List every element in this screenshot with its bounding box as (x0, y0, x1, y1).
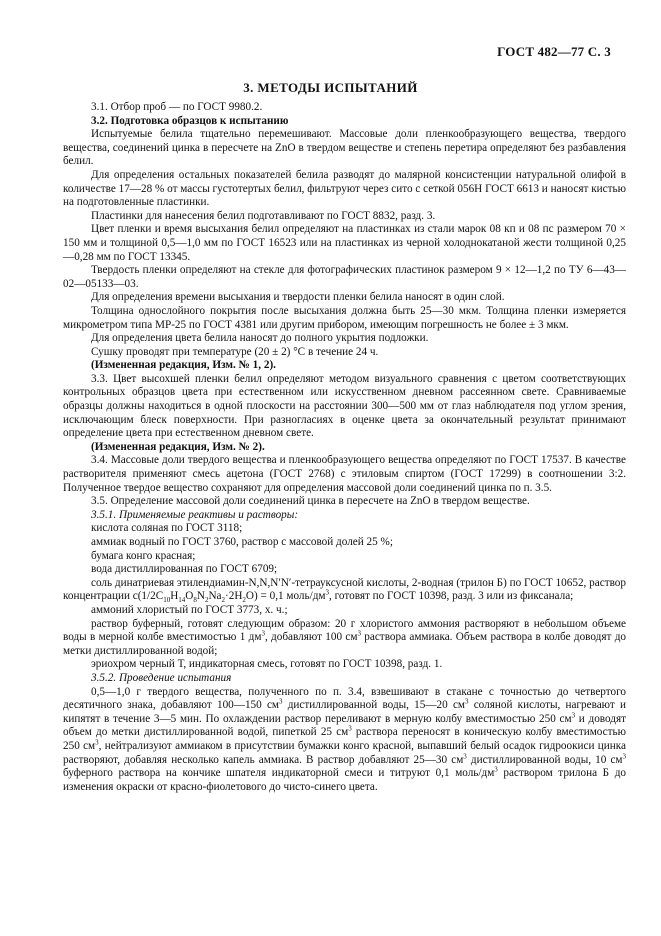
subsection-heading: 3.5.1. Применяемые реактивы и растворы: (91, 508, 299, 521)
text-run: дистиллированной воды, 10 см (466, 753, 623, 766)
text-run: O (185, 590, 194, 603)
section-title: 3. МЕТОДЫ ИСПЫТАНИЙ (243, 80, 418, 95)
text-run: раствор буферный, готовят следующим образом: 20 г хлористого аммония растворяют в небольшом объеме воды в мерной колбе вместимостью 1 дм (63, 617, 626, 644)
text-run: соляной кислоты, нагревают и кипятят в течение 3—5 мин. По охлаждении раствор переливают в мерную колбу вместимостью 250 см (63, 699, 626, 725)
paragraph: Толщина однослойного покрытия после высыхания должна быть 25—30 мкм. Толщина пленки измеряется микрометром типа МР-25 по ГОСТ 4381 или другим прибором, имеющим погрешность не более ± 3 мкм. (63, 304, 626, 331)
amendment-note: (Измененная редакция, Изм. № 2). (91, 440, 265, 453)
text-run: ·2H (225, 590, 243, 603)
paragraph: Для определения времени высыхания и твердости пленки белила наносят в один слой. (91, 291, 505, 304)
text-run: c(1/2C (132, 590, 164, 603)
amendment-note: (Измененная редакция, Изм. № 1, 2). (91, 359, 276, 372)
superscript: 3 (357, 629, 361, 638)
subscript: 2 (242, 596, 246, 605)
document-body (63, 101, 626, 794)
superscript: 3 (325, 588, 330, 597)
paragraph: Цвет пленки и время высыхания белил определяют на пластинках из стали марок 08 кп и 08 пс размером 70 × 150 мм и толщиной 0,5—1,0 мм по ГОСТ 16523 или на пластинках из черной холоднокатаной жести толщиной 0,25—0,28 мм по ГОСТ 13345. (63, 223, 626, 263)
superscript: 3 (465, 697, 469, 706)
text-run: 0,5—1,0 г твердого вещества, полученного по п. 3.4, взвешивают в стакане с точностью до четвертого десятичного знака, добавляют 100—150 см (63, 685, 626, 712)
list-item: эриохром черный Т, индикаторная смесь, готовят по ГОСТ 10398, разд. 1. (91, 658, 443, 671)
text-run: раствором трилона Б до изменения окраски от красно-фиолетового до чисто-синего цвета. (63, 767, 626, 793)
text-run: N (196, 590, 205, 603)
paragraph: 3.4. Массовые доли твердого вещества и пленкообразующего вещества определяют по ГОСТ 17537. В качестве растворителя применяют смесь ацетона (ГОСТ 2768) с этиловым спиртом (ГОСТ 17299) в соотношении 3:2. Полученное твердое вещество сохраняют для определения массовой доли соединений цинка по п. 3.5. (63, 454, 626, 494)
list-item: аммоний хлористый по ГОСТ 3773, х. ч.; (91, 603, 288, 616)
text-run: Na (208, 590, 222, 603)
superscript: 3 (571, 710, 576, 719)
paragraph: 3.3. Цвет высохшей пленки белил определяют методом визуального сравнения с цветом соответствующих контрольных образцов цвета при естественном или искусственном дневном рассеянном свете. Сравниваемые образцы должны находиться в одной плоскости на расстоянии 300—500 мм от глаз наблюдателя под углом зрения, исключающим блеск поверхности. При разногласиях в оценке цвета за окончательный результат принимают определение цвета при естественном дневном свете. (63, 372, 626, 440)
subsection-heading: 3.2. Подготовка образцов к испытанию (91, 114, 289, 127)
text-run: соль динатриевая этилендиамин-N,N,N′N′-тетрауксусной кислоты, 2-водная (трилон Б) по ГОСТ 10652, раствор концентрации (63, 576, 626, 603)
list-item: бумага конго красная; (91, 549, 196, 562)
paragraph: 3.1. Отбор проб — по ГОСТ 9980.2. (91, 101, 263, 113)
paragraph: Испытуемые белила тщательно перемешивают. Массовые доли пленкообразующего вещества, твердого вещества, соединений цинка в пересчете на ZnO в твердом веществе и степень перетира определяют без разбавления белил. (63, 128, 626, 168)
list-item (63, 618, 626, 659)
text-run: раствора аммиака. Объем раствора в колбе доводят до метки дистиллированной водой; (63, 631, 627, 657)
list-item (63, 577, 626, 604)
superscript: 3 (95, 738, 99, 747)
subscript: 2 (221, 596, 226, 605)
text-run: H (170, 590, 179, 603)
superscript: 3 (348, 724, 352, 733)
text-run: , добавляют 100 см (264, 631, 358, 644)
text-run: O) = 0,1 моль/дм (245, 590, 326, 603)
subsection-heading: 3.5.2. Проведение испытания (91, 671, 232, 684)
subscript: 8 (193, 596, 197, 605)
list-item: вода дистиллированная по ГОСТ 6709; (91, 563, 278, 576)
text-run: раствора переносят в коническую колбу вместимостью 250 см (63, 726, 626, 752)
subscript: 14 (178, 596, 186, 605)
text-run: , готовят по ГОСТ 10398, разд. 3 или из фиксанала; (329, 590, 574, 603)
paragraph: Сушку проводят при температуре (20 ± 2) °С в течение 24 ч. (91, 345, 379, 358)
superscript: 3 (261, 629, 265, 638)
paragraph: Для определения цвета белила наносят до полного укрытия подложки. (91, 332, 429, 345)
text-run: и доводят объем до метки дистиллированной водой, пипеткой 25 см (63, 712, 626, 739)
superscript: 3 (622, 751, 626, 760)
list-item: аммиак водный по ГОСТ 3760, раствор с массовой долей 25 %; (91, 536, 393, 548)
superscript: 3 (463, 751, 467, 760)
paragraph: Твердость пленки определяют на стекле для фотографических пластинок размером 9 × 12—1,2 по ТУ 6—43—02—05133—03. (63, 264, 626, 290)
text-run: , нейтрализуют аммиаком в присутствии бумажки конго красной, выпавший белый осадок гидроокиси цинка растворяют, добавляя несколько капель аммиака. В раствор добавляют 25—30 см (63, 739, 626, 766)
text-run: дистиллированной воды, 15—20 см (282, 699, 465, 712)
paragraph: Пластинки для нанесения белил подготавливают по ГОСТ 8832, разд. 3. (91, 209, 436, 222)
subscript: 10 (163, 596, 171, 605)
paragraph: Для определения остальных показателей белила разводят до малярной консистенции натуральной олифой в количестве 17—28 % от массы густотертых белил, фильтруют через сито с сеткой 056Н ГОСТ 6613 и наносят кистью на подготовленные пластинки. (63, 168, 626, 209)
text-run: буферного раствора на кончике шпателя индикаторной смеси и титруют 0,1 моль/дм (63, 767, 495, 780)
page-header: ГОСТ 482—77 С. 3 (497, 44, 611, 59)
list-item: кислота соляная по ГОСТ 3118; (91, 522, 243, 535)
superscript: 3 (494, 765, 498, 774)
superscript: 3 (279, 697, 283, 706)
paragraph: 3.5. Определение массовой доли соединений цинка в пересчете на ZnO в твердом веществе. (91, 495, 530, 508)
subscript: 2 (204, 596, 209, 605)
paragraph (63, 686, 626, 795)
